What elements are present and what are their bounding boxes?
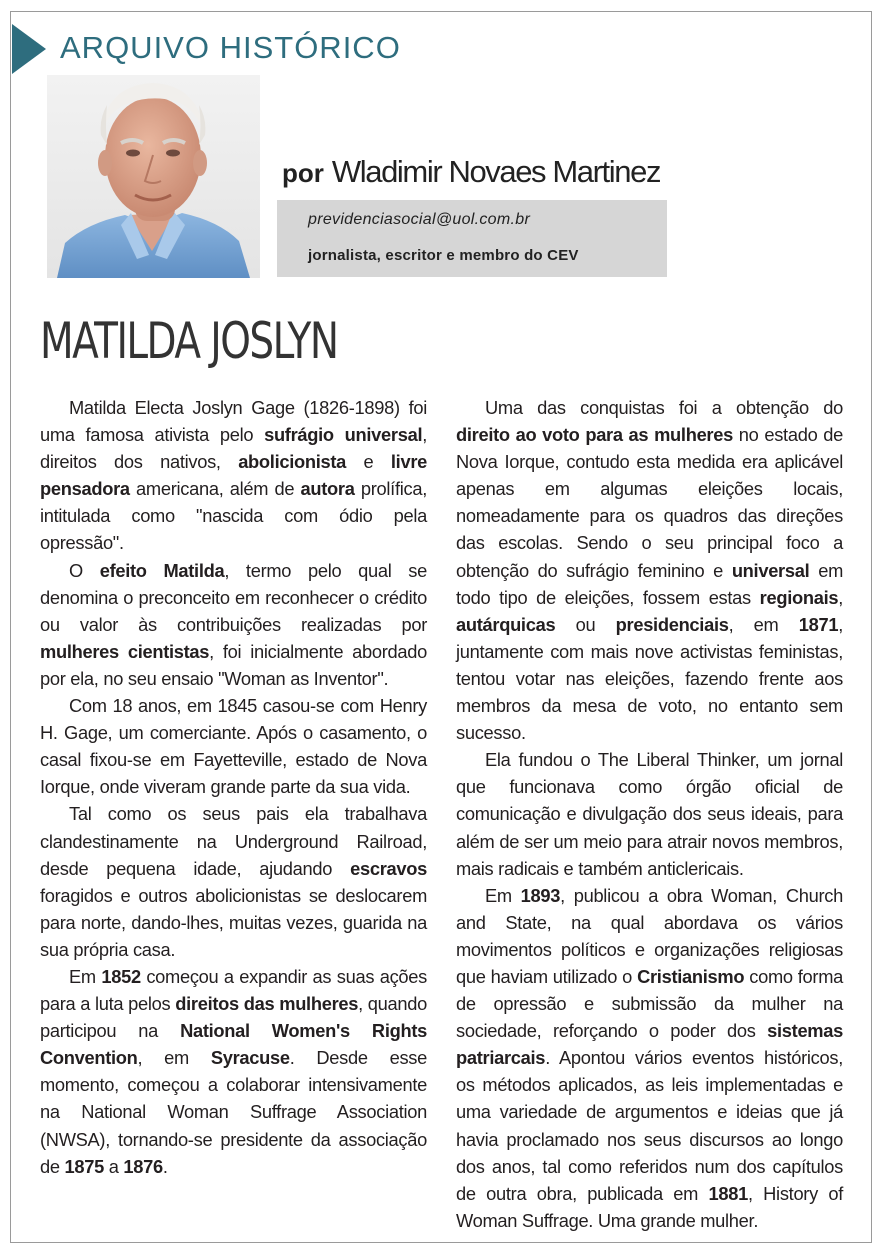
article-paragraph: [40, 692, 427, 800]
bold-text: direitos das mulheres: [175, 993, 359, 1015]
bold-text: autora: [300, 478, 355, 500]
bold-text: universal: [731, 559, 810, 581]
text-run: e: [346, 451, 391, 473]
section-arrow-icon: [12, 24, 46, 74]
text-run: . Apontou vários eventos históricos, os métodos aplicados, as leis implementadas e uma variedade de argumentos e ideias que já havia proclamado nos seus discursos ao longo dos anos, tal como referidos num dos capítulos de outra obra, publicada em: [456, 1047, 843, 1204]
text-run: Com 18 anos, em 1845 casou-se com Henry H. Gage, um comerciante. Após o casamento, o casal fixou-se em Fayetteville, estado de Nova Iorque, onde viveram grande parte da sua vida.: [40, 695, 427, 798]
text-run: como forma de opressão e submissão da mulher na sociedade, reforçando o poder dos: [456, 965, 843, 1042]
bold-text: 1893: [520, 884, 561, 906]
author-contact-box: [277, 200, 667, 277]
text-run: Ela fundou o The Liberal Thinker, um jornal que funcionava como órgão oficial de comunicação e divulgação dos seus ideais, para além de ser um meio para atrair novos membros, mais radicais e também anticlericais.: [456, 749, 843, 879]
text-run: ,: [838, 586, 843, 608]
text-run: no estado de Nova Iorque, contudo esta medida era aplicável apenas em algumas eleições locais, nomeadamente para os quadros das direções das escolas. Sendo o seu principal foco a obtenção do sufrágio feminino e: [456, 424, 843, 581]
text-run: foragidos e outros abolicionistas se deslocarem para norte, dando-lhes, muitas vezes, guarida na sua própria casa.: [40, 884, 427, 960]
bold-text: 1881: [708, 1182, 748, 1204]
byline-prefix: por: [282, 158, 324, 188]
text-run: , em: [137, 1047, 211, 1069]
text-run: em todo tipo de eleições, fossem estas: [456, 559, 843, 608]
text-run: Em: [69, 965, 102, 987]
bold-text: mulheres cientistas: [40, 640, 210, 662]
text-run: americana, além de: [129, 478, 301, 500]
text-run: .: [162, 1155, 168, 1177]
text-run: a: [103, 1155, 124, 1177]
bold-text: 1876: [123, 1155, 163, 1177]
author-role: jornalista, escritor e membro do CEV: [308, 247, 579, 264]
text-run: O: [69, 559, 100, 581]
bold-text: sufrágio universal: [264, 424, 423, 446]
text-run: , publicou a obra Woman, Church and State, na qual abordava os vários movimentos políticos e organizações religiosas que haviam utilizado o: [456, 884, 843, 987]
text-run: começou a expandir as suas ações para a luta pelos: [40, 965, 427, 1015]
bold-text: livre pensadora: [40, 451, 427, 500]
article-headline: MATILDA JOSLYN: [40, 312, 338, 370]
text-run: , direitos dos nativos,: [40, 424, 427, 473]
bold-text: regionais: [759, 586, 839, 608]
text-run: , History of Woman Suffrage. Uma grande mulher.: [456, 1182, 843, 1231]
text-run: , quando participou na: [40, 993, 427, 1042]
article-paragraph: [456, 394, 843, 746]
text-run: Tal como os seus pais ela trabalhava clandestinamente na Underground Railroad, desde pequena idade, ajudando: [40, 803, 427, 879]
bold-text: 1871: [798, 613, 839, 635]
bold-text: sistemas patriarcais: [456, 1020, 843, 1069]
bold-text: National Women's Rights Convention: [40, 1020, 427, 1069]
bold-text: autárquicas: [456, 613, 556, 635]
author-byline: [282, 154, 660, 190]
text-run: prolífica, intitulada como "nascida com ódio pela opressão".: [40, 478, 427, 554]
text-run: , em: [728, 613, 799, 635]
author-email[interactable]: previdenciasocial@uol.com.br: [308, 211, 531, 228]
bold-text: escravos: [350, 857, 427, 879]
text-run: , termo pelo qual se denomina o preconceito em reconhecer o crédito ou valor às contribuições realizadas por: [40, 559, 427, 635]
article-paragraph: [456, 746, 843, 881]
text-run: , foi inicialmente abordado por ela, no seu ensaio "Woman as Inventor".: [40, 640, 427, 689]
bold-text: efeito Matilda: [99, 559, 225, 581]
author-portrait-image: [47, 75, 260, 278]
text-run: , juntamente com mais nove activistas feministas, tentou votar nas eleições, fazendo frente aos membros da mesa de voto, no entanto sem sucesso.: [456, 613, 844, 744]
text-run: ou: [555, 613, 616, 635]
article-paragraph: [40, 800, 427, 963]
section-title: ARQUIVO HISTÓRICO: [60, 30, 401, 65]
bold-text: Cristianismo: [637, 965, 745, 987]
article-paragraph: [40, 557, 427, 692]
article-paragraph: [40, 394, 427, 557]
text-run: Uma das conquistas foi a obtenção do: [485, 397, 843, 418]
article-right-column: [456, 394, 843, 1234]
bold-text: 1852: [101, 965, 141, 987]
bold-text: direito ao voto para as mulheres: [456, 424, 733, 446]
text-run: Em: [485, 884, 521, 906]
article-paragraph: [456, 882, 843, 1234]
bold-text: Syracuse: [210, 1047, 290, 1069]
text-run: . Desde esse momento, começou a colaborar intensivamente na National Woman Suffrage Association (NWSA), tornando-se presidente da associação de: [40, 1047, 427, 1177]
bold-text: presidenciais: [615, 613, 729, 635]
bold-text: 1875: [64, 1155, 104, 1177]
article-paragraph: [40, 963, 427, 1180]
author-photo: [47, 75, 260, 278]
author-name: Wladimir Novaes Martinez: [331, 154, 661, 189]
article-left-column: [40, 394, 427, 1180]
bold-text: abolicionista: [238, 451, 347, 473]
text-run: Matilda Electa Joslyn Gage (1826-1898) foi uma famosa ativista pelo: [40, 397, 427, 446]
